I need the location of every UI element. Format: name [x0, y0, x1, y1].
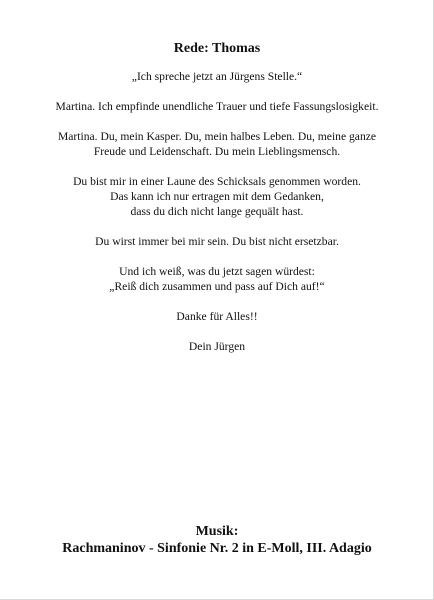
paragraph-address	[20, 129, 414, 159]
speech-body	[20, 69, 414, 354]
paragraph-grief	[20, 99, 414, 114]
paragraph-intro	[20, 69, 414, 84]
paragraph-quote	[20, 264, 414, 294]
paragraph-fate	[20, 174, 414, 219]
text-line: dass du dich nicht lange gequält hast.	[130, 205, 304, 218]
paragraph-thanks	[20, 309, 414, 324]
text-line: „Reiß dich zusammen und pass auf Dich auf!“	[109, 280, 325, 293]
text-line: Martina. Du, mein Kasper. Du, mein halbes Leben. Du, meine ganze	[57, 130, 377, 143]
music-piece: Rachmaninov - Sinfonie Nr. 2 in E-Moll, III. Adagio	[62, 541, 372, 556]
text-line: Danke für Alles!!	[176, 310, 258, 323]
paragraph-signature	[20, 339, 414, 354]
music-section	[0, 523, 434, 557]
music-label: Musik:	[195, 524, 239, 539]
text-line: Und ich weiß, was du jetzt sagen würdest:	[119, 265, 315, 278]
text-line: Freude und Leidenschaft. Du mein Lieblingsmensch.	[93, 145, 341, 158]
text-line: Dein Jürgen	[188, 340, 246, 353]
text-line: Du bist mir in einer Laune des Schicksals genommen worden.	[73, 175, 361, 188]
text-line: Martina. Ich empfinde unendliche Trauer und tiefe Fassungslosigkeit.	[55, 100, 379, 113]
text-line: Das kann ich nur ertragen mit dem Gedanken,	[110, 190, 324, 203]
paragraph-always	[20, 234, 414, 249]
text-line: „Ich spreche jetzt an Jürgens Stelle.“	[131, 70, 303, 83]
speech-title: Rede: Thomas	[173, 41, 261, 56]
text-line: Du wirst immer bei mir sein. Du bist nicht ersetzbar.	[95, 235, 339, 248]
